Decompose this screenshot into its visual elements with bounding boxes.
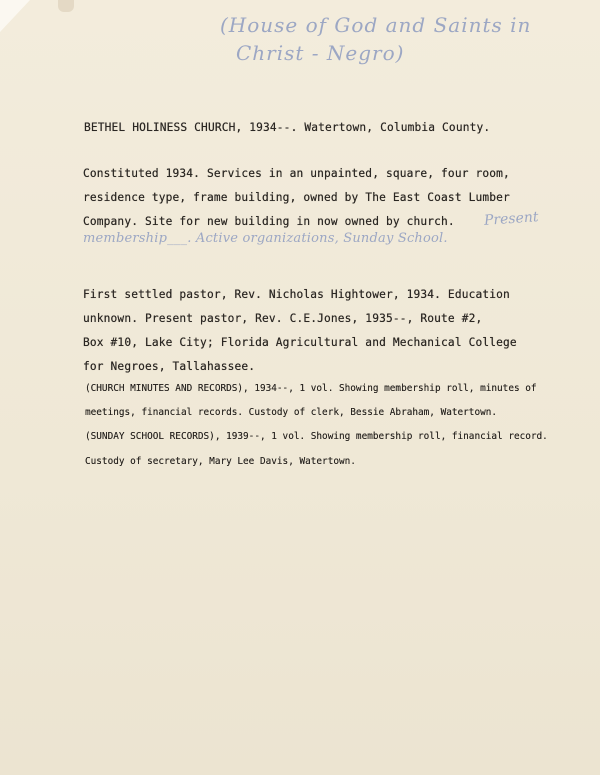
- handwritten-annotation-top-1: (House of God and Saints in: [220, 13, 532, 37]
- paragraph-1-line-1: Constituted 1934. Services in an unpainted, square, four room,: [83, 167, 510, 180]
- paragraph-2-line-2: unknown. Present pastor, Rev. C.E.Jones, 1935--, Route #2,: [83, 312, 483, 325]
- handwritten-annotation-top-2: Christ - Negro): [236, 41, 405, 65]
- torn-corner: [0, 0, 30, 32]
- paragraph-2-line-1: First settled pastor, Rev. Nicholas Hightower, 1934. Education: [83, 288, 510, 301]
- paragraph-2-line-3: Box #10, Lake City; Florida Agricultural and Mechanical College: [83, 336, 517, 349]
- handwritten-annotation-margin-2: membership___. Active organizations, Sunday School.: [83, 231, 448, 246]
- paragraph-1-line-2: residence type, frame building, owned by The East Coast Lumber: [83, 191, 510, 204]
- handwritten-annotation-margin-1: Present: [483, 209, 540, 229]
- record-line-4: Custody of secretary, Mary Lee Davis, Watertown.: [85, 456, 356, 467]
- record-line-3: (SUNDAY SCHOOL RECORDS), 1939--, 1 vol. Showing membership roll, financial record.: [85, 431, 548, 442]
- document-heading: BETHEL HOLINESS CHURCH, 1934--. Watertown, Columbia County.: [84, 121, 491, 134]
- paper-stain: [58, 0, 74, 12]
- paragraph-1-line-3: Company. Site for new building in now owned by church.: [83, 215, 455, 228]
- record-line-2: meetings, financial records. Custody of clerk, Bessie Abraham, Watertown.: [85, 407, 498, 418]
- paragraph-2-line-4: for Negroes, Tallahassee.: [83, 360, 256, 373]
- record-line-1: (CHURCH MINUTES AND RECORDS), 1934--, 1 vol. Showing membership roll, minutes of: [85, 383, 537, 394]
